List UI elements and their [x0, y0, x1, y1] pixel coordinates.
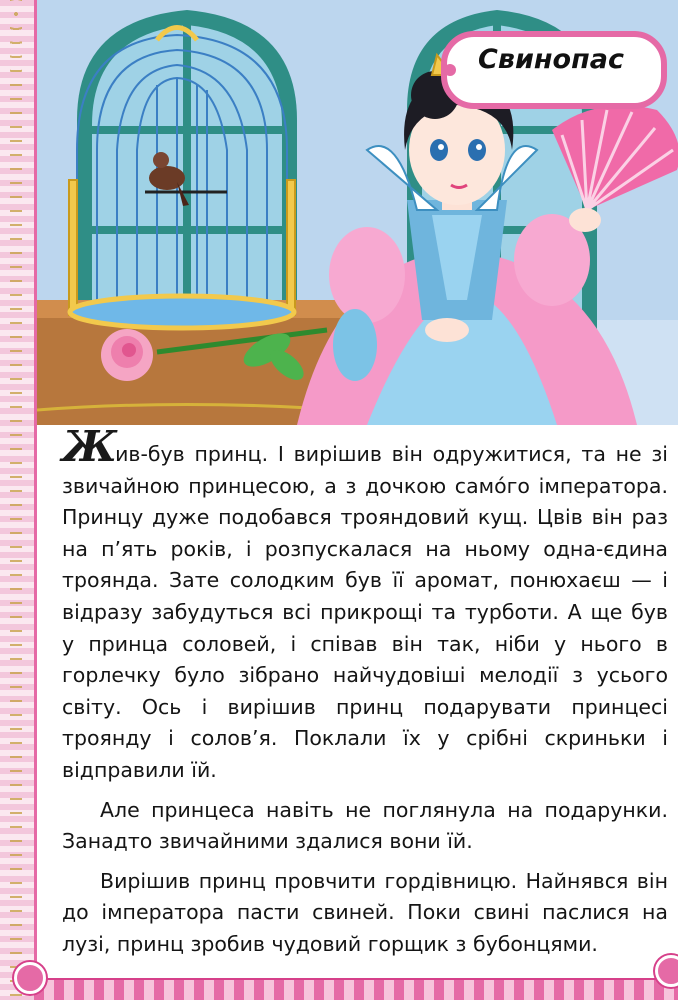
- paragraph-text: ив-був принц. І вирішив він одружитися, та не зі звичайною принцесою, а з дочкою самóго імператора. Принцу дуже подобався трояндовий кущ. Цвів він раз на п’ять років, і розпускалася на ньому одна-єдина троянда. Зате солодким був її аромат, понюхаєш — і відразу забудуться всі прикрощі та турботи. А ще був у принца соловей, і співав він так, ніби у нього в горлечку було зібрано найчудовіші мелодії з усього світу. Ось і вирішив принц подарувати принцесі троянду і солов’я. Поклали їх у срібні скриньки і відправили їй.: [62, 442, 668, 782]
- vine-ornament: [10, 0, 22, 1000]
- paragraph-3: Вирішив принц провчити гордівницю. Найнявся він до імператора пасти свиней. Поки свині паслися на лузі, принц зробив чудовий горщик з бубонцями.: [62, 868, 668, 956]
- story-title: Свинопас: [478, 44, 624, 75]
- paragraph-1: [62, 422, 668, 787]
- drop-cap: Ж: [62, 422, 116, 471]
- corner-ornament: [14, 962, 46, 994]
- story-text: [62, 422, 668, 969]
- left-ornamental-border: [0, 0, 37, 1000]
- bottom-ornamental-border: [34, 978, 678, 1000]
- paragraph-2: Але принцеса навіть не поглянула на подарунки. Занадто звичайними здалися вони їй.: [62, 797, 668, 854]
